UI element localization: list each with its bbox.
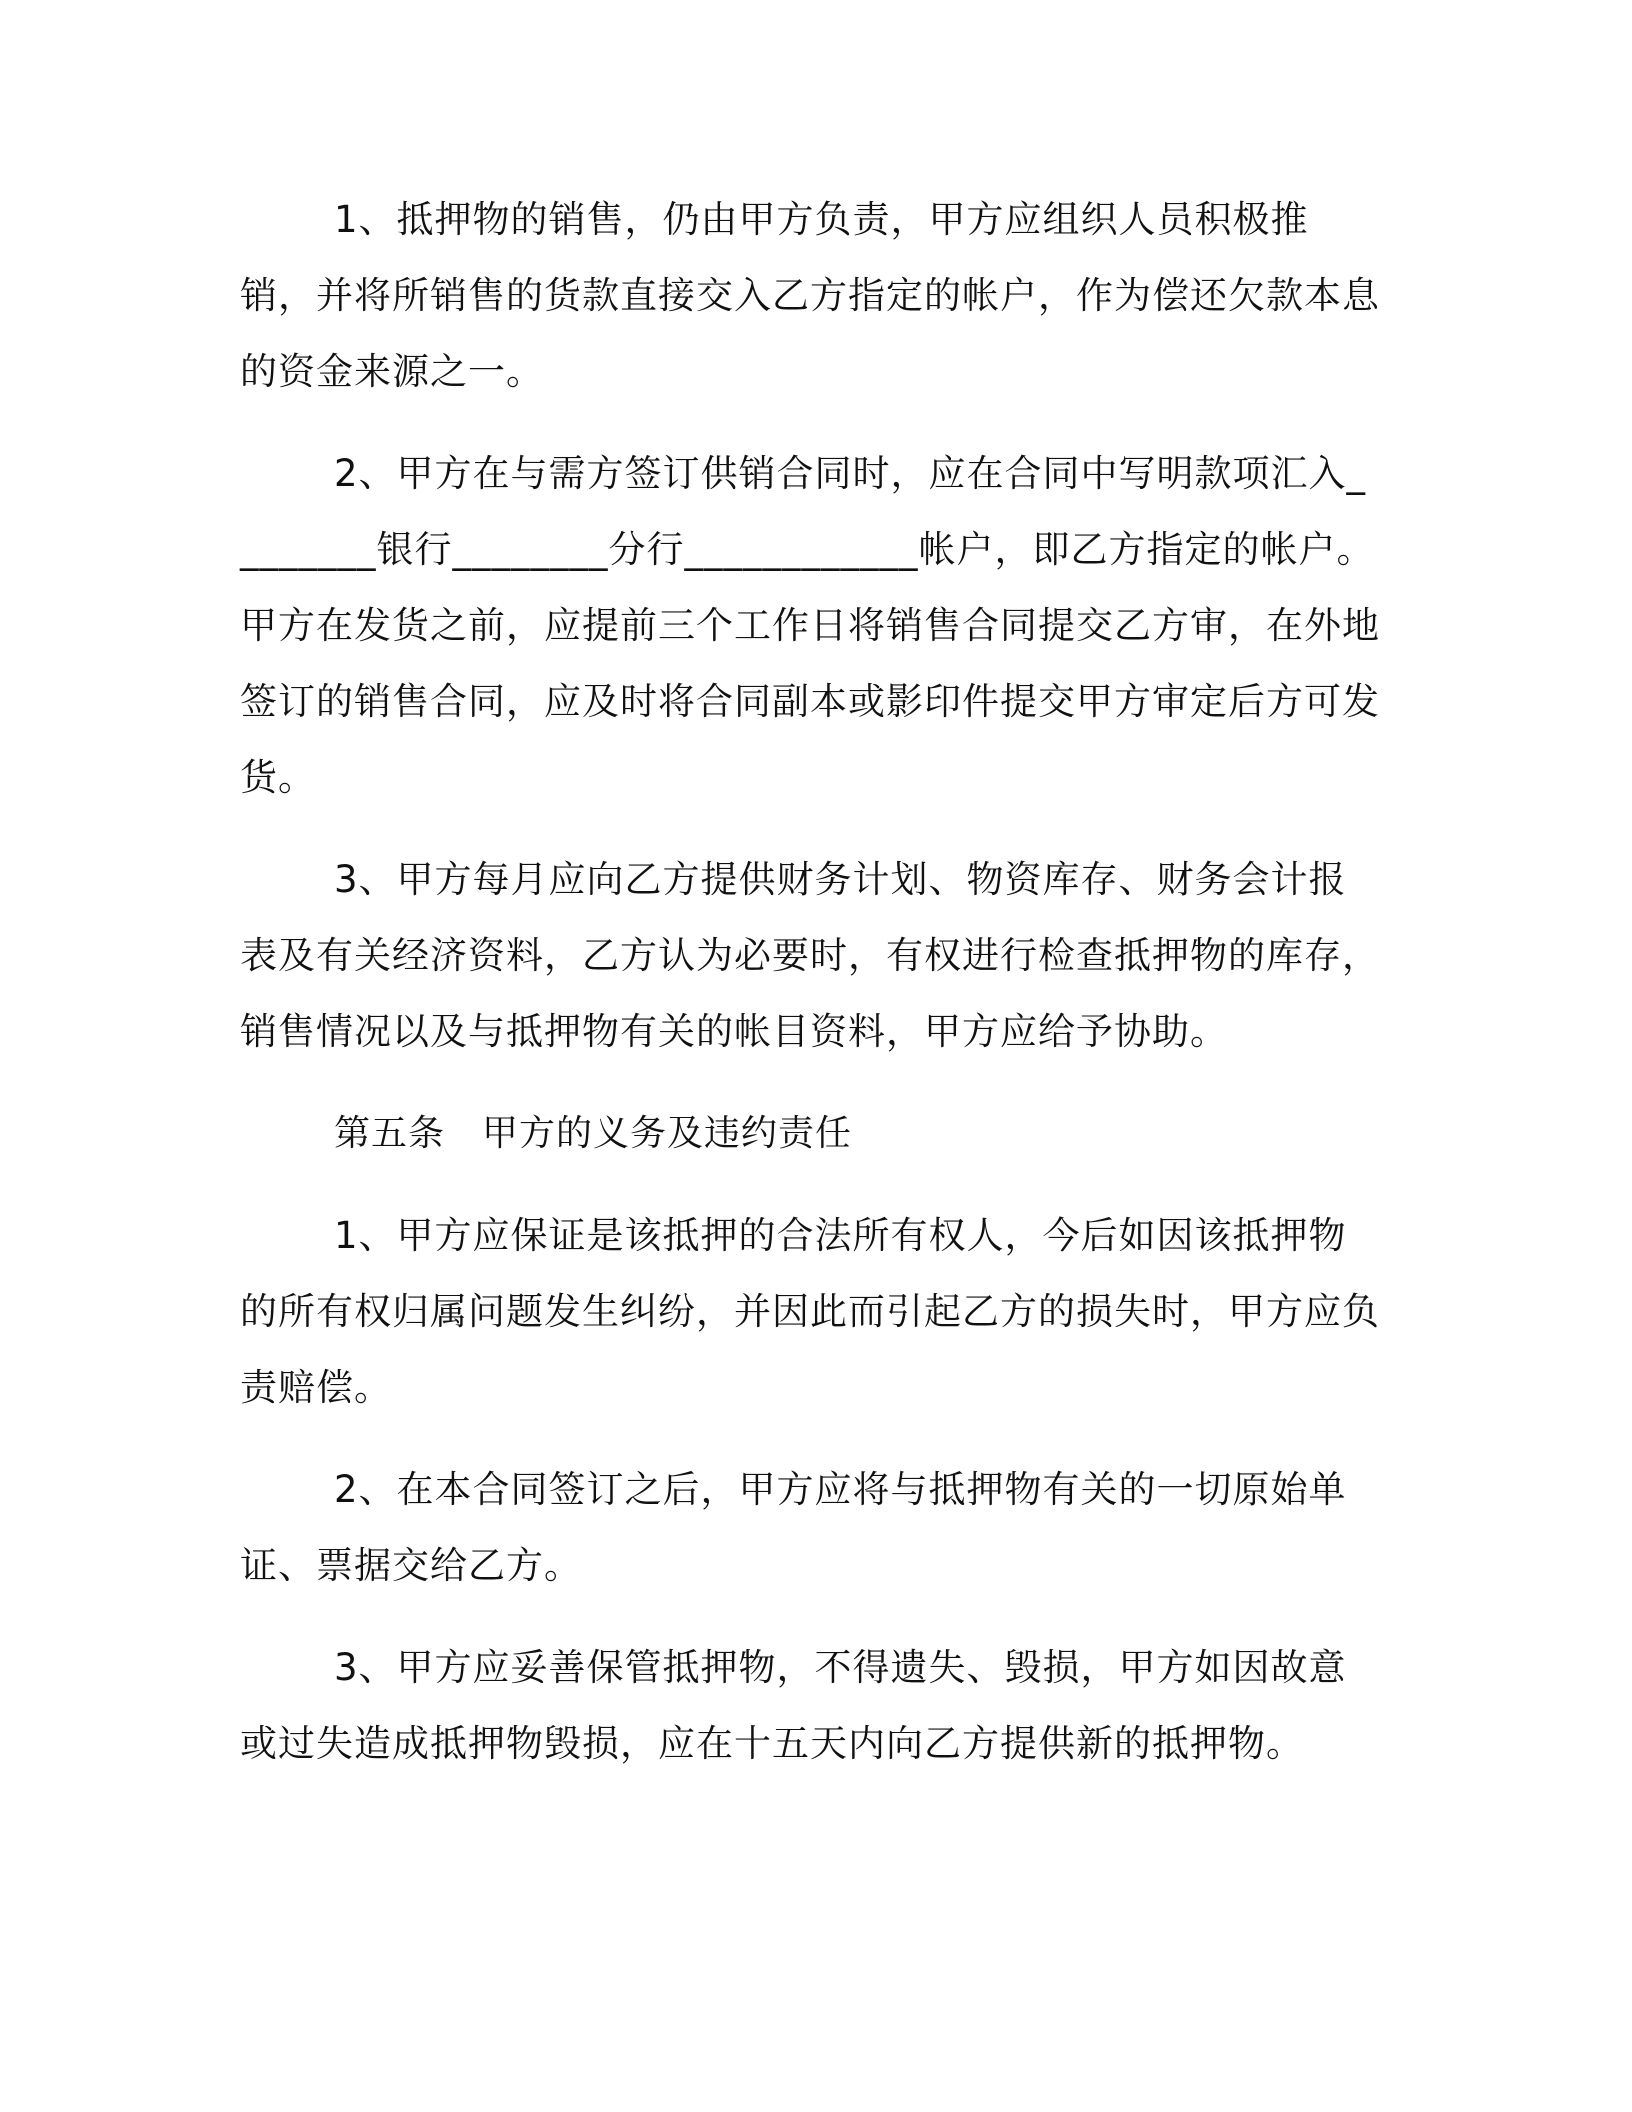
article-heading: 第五条 甲方的义务及违约责任	[334, 1113, 853, 1154]
article-paragraph-3: 3、甲方应妥善保管抵押物，不得遗失、毁损，甲方如因故意或过失造成抵押物毁损，应在十五天内向乙方提供新的抵押物。	[240, 1646, 1347, 1765]
article-paragraph-2: 2、在本合同签订之后，甲方应将与抵押物有关的一切原始单证、票据交给乙方。	[240, 1468, 1347, 1587]
article-paragraph-1: 1、甲方应保证是该抵押的合法所有权人，今后如因该抵押物的所有权归属问题发生纠纷，并因此而引起乙方的损失时，甲方应负责赔偿。	[240, 1214, 1380, 1409]
paragraph-3: 3、甲方每月应向乙方提供财务计划、物资库存、财务会计报表及有关经济资料，乙方认为必要时，有权进行检查抵押物的库存，销售情况以及与抵押物有关的帐目资料，甲方应给予协助。	[240, 858, 1380, 1053]
paragraph-1: 1、抵押物的销售，仍由甲方负责，甲方应组织人员积极推销，并将所销售的货款直接交入乙方指定的帐户，作为偿还欠款本息的资金来源之一。	[240, 198, 1380, 393]
paragraph-2: 2、甲方在与需方签订供销合同时，应在合同中写明款项汇入________银行________分行____________帐户，即乙方指定的帐户。甲方在发货之前，应提前三个工作日将销售合同提交乙方审，在外地签订的销售合同，应及时将合同副本或影印件提交甲方审定后方可发货。	[240, 452, 1380, 799]
